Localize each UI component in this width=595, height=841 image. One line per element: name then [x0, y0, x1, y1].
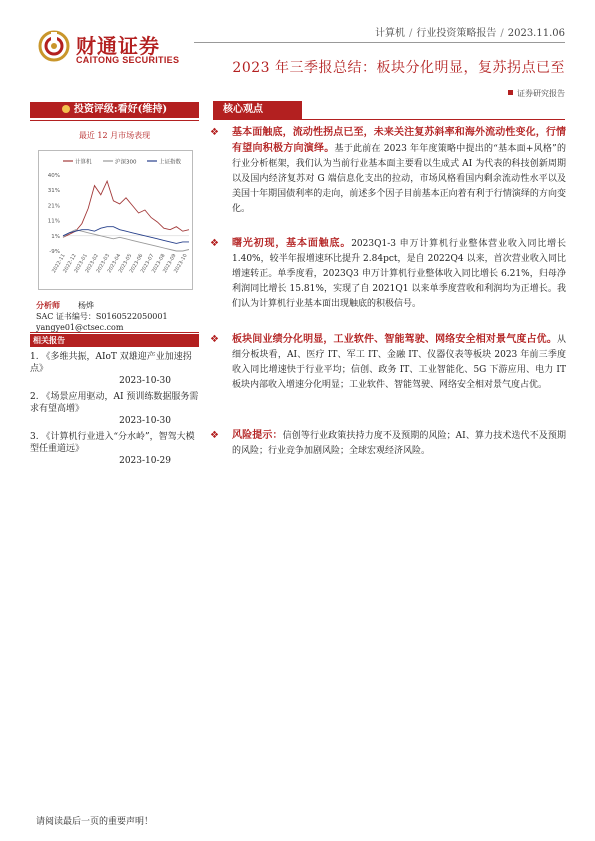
related-report-date: 2023-10-30 [119, 376, 171, 386]
core-point [210, 332, 566, 393]
related-report-item[interactable] [30, 351, 199, 387]
breadcrumb-report-type: 行业投资策略报告 [416, 28, 497, 39]
breadcrumb-industry: 计算机 [374, 28, 405, 39]
x-tick-label: 2022-11 [51, 253, 67, 275]
core-point-text: 2023Q1-3 申万计算机行业整体营业收入同比增长 1.40%，较半年报增速环比提升 2.84pct，是自 2022Q4 以来，首次营业收入同比增速转正。单季度看，2023Q3 申万计算机行业整体收入同比增长 6.21%，归母净利润同比增长 15.81%，实现了自 2021Q1 以来单季度营收和利润均为正增长。我们认为计算机行业基本面出现触底的积极信号。 [232, 239, 567, 309]
core-point [210, 428, 566, 459]
related-report-date: 2023-10-29 [119, 456, 171, 466]
logo-text-cn: 财通证券 [76, 34, 160, 58]
diamond-bullet-icon: ❖ [210, 430, 219, 441]
breadcrumb-date: 2023.11.06 [507, 28, 565, 39]
x-tick-label: 2023-06 [128, 253, 145, 275]
y-tick-label: -9% [49, 249, 60, 255]
analyst-sac: SAC 证书编号：S0160522050001 [36, 312, 168, 321]
core-point-text: 基于此前在 2023 年年度策略中提出的“基本面+风格”的行业分析框架，我们认为当前行业基本面主要看以生成式 AI 为代表的科技创新周期以及国内经济复苏对 G 端信息化支出的拉动，市场风格看国内剩余流动性水平以及美国十年期国债利率的走向，前述多个因子目前基本正向着有利于行情演绎的方向变化。 [232, 144, 567, 214]
analyst-name: 杨烨 [78, 301, 94, 310]
related-report-title[interactable]: 1. 《多维共振，AIoT 双雄迎产业加速拐点》 [30, 352, 192, 374]
x-tick-label: 2023-08 [150, 253, 167, 275]
core-point-text: 信创等行业政策扶持力度不及预期的风险；AI、算力技术迭代不及预期的风险；行业竞争加剧风险；全球宏观经济风险。 [232, 431, 567, 456]
core-point-lead: 曙光初现，基本面触底。 [232, 238, 352, 249]
diamond-bullet-icon: ❖ [210, 127, 219, 138]
x-tick-label: 2023-09 [161, 253, 178, 275]
core-point [210, 125, 566, 217]
rating-divider [30, 120, 199, 121]
logo-icon [38, 30, 70, 62]
series-line [63, 181, 189, 237]
logo-text-en: CAITONG SECURITIES [76, 55, 180, 65]
core-point [210, 236, 566, 312]
related-report-title[interactable]: 3. 《计算机行业进入“分水岭”，智驾大模型任重道远》 [30, 432, 195, 454]
x-tick-label: 2022-12 [62, 253, 78, 275]
diamond-bullet-icon: ❖ [210, 334, 219, 345]
legend-label: 沪深300 [115, 159, 137, 166]
legend-label: 计算机 [75, 159, 92, 166]
analyst-divider [30, 332, 199, 333]
legend-label: 上证指数 [159, 159, 182, 166]
x-tick-label: 2023-10 [173, 253, 189, 275]
core-point-body [232, 236, 566, 312]
x-tick-label: 2023-03 [95, 253, 112, 275]
breadcrumb-separator: / [408, 28, 413, 39]
analyst-role: 分析师 [36, 300, 60, 310]
rating-label: 投资评级:看好(维持) [73, 104, 168, 115]
analyst-email[interactable]: yangye01@ctsec.com [36, 323, 124, 332]
rating-banner [30, 102, 199, 118]
x-tick-label: 2023-04 [106, 253, 123, 275]
core-point-lead: 板块间业绩分化明显，工业软件、智能驾驶、网络安全相对景气度占优。 [232, 334, 557, 345]
core-views-divider [213, 119, 565, 120]
related-reports-heading: 相关报告 [30, 334, 199, 347]
related-report-title[interactable]: 2. 《场景应用驱动，AI 预训练数据服务需求有望高增》 [30, 392, 199, 414]
analyst-block [36, 300, 168, 333]
header-divider [194, 42, 565, 43]
report-title: 2023 年三季报总结：板块分化明显，复苏拐点已至 [232, 60, 565, 76]
diamond-bullet-icon: ❖ [210, 238, 219, 249]
y-tick-label: 1% [51, 233, 60, 240]
company-logo [38, 28, 188, 68]
series-line [63, 230, 189, 251]
x-tick-label: 2023-05 [117, 253, 134, 275]
core-point-body [232, 428, 566, 459]
related-reports-list [30, 351, 199, 471]
y-tick-label: 31% [47, 188, 60, 195]
x-tick-label: 2023-07 [139, 253, 156, 275]
chart-svg [39, 151, 194, 291]
research-tag-label: 证券研究报告 [517, 89, 565, 98]
market-performance-chart [38, 150, 193, 290]
y-tick-label: 11% [47, 218, 60, 225]
y-tick-label: 21% [47, 203, 60, 210]
disclaimer-note: 请阅读最后一页的重要声明！ [36, 817, 154, 827]
related-report-date: 2023-10-30 [119, 416, 171, 426]
medal-icon [62, 105, 70, 113]
breadcrumb [375, 24, 565, 39]
breadcrumb-separator: / [500, 28, 504, 39]
related-report-item[interactable] [30, 391, 199, 427]
core-point-lead: 风险提示： [232, 430, 283, 441]
x-tick-label: 2023-02 [84, 253, 101, 275]
core-point-text: 从细分板块看，AI、医疗 IT、军工 IT、金融 IT、仪器仪表等板块 2023 年前三季度收入同比增速快于行业平均；信创、政务 IT、工业智能化、5G 下游应用、电力 IT 板块内部收入增速分化明显；工业软件、智能驾驶、网络安全相对景气度占优。 [232, 335, 566, 390]
core-point-lead: 基本面触底，流动性拐点已至，未来关注复苏斜率和海外流动性变化，行情有望向积极方向演绎。 [232, 127, 566, 154]
core-point-body [232, 125, 566, 217]
chart-caption: 最近 12 月市场表现 [78, 131, 151, 140]
y-tick-label: 40% [47, 173, 60, 179]
core-views-heading: 核心观点 [213, 101, 302, 119]
core-point-body [232, 332, 566, 393]
square-bullet-icon [508, 90, 513, 95]
x-tick-label: 2023-01 [73, 253, 89, 275]
related-report-item[interactable] [30, 431, 199, 467]
research-tag [508, 88, 565, 99]
